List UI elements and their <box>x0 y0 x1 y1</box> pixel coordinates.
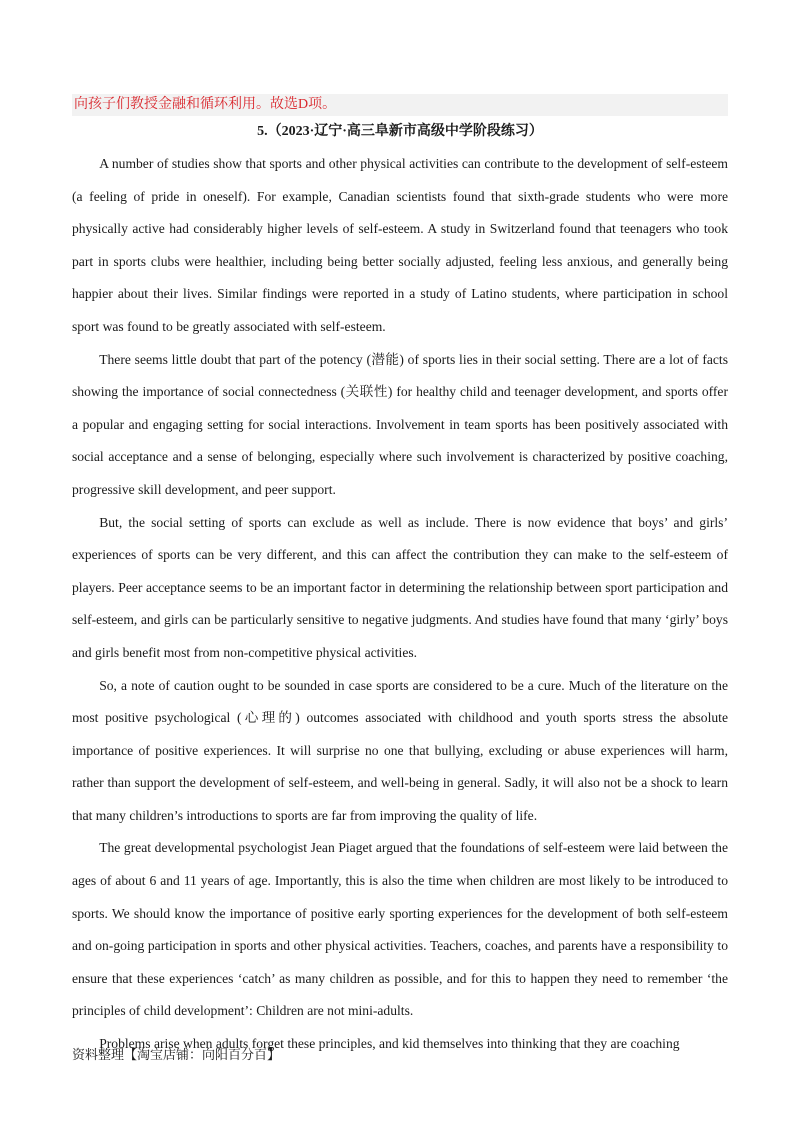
paragraph-2: There seems little doubt that part of the potency (潜能) of sports lies in their social setting. There are a lot of facts showing the importance of social connectedness (关联性) for healthy child and teenager development, and sports offer a popular and engaging setting for social interactions. Involvement in team sports has been positively associated with social acceptance and a sense of belonging, especially where such involvement is characterized by positive coaching, progressive skill development, and peer support. <box>72 351 728 497</box>
paragraph-3: But, the social setting of sports can exclude as well as include. There is now evidence that boys’ and girls’ experiences of sports can be very different, and this can affect the contribution they can make to the self-esteem of players. Peer acceptance seems to be an important factor in determining the relationship between sport participation and self-esteem, and girls can be particularly sensitive to negative judgments. And studies have found that many ‘girly’ boys and girls benefit most from non-competitive physical activities. <box>72 514 728 660</box>
document-page <box>72 94 728 1061</box>
answer-explanation-line: 向孩子们教授金融和循环利用。故选D项。 <box>72 94 728 116</box>
paragraph-5: The great developmental psychologist Jean Piaget argued that the foundations of self-esteem were laid between the ages of about 6 and 11 years of age. Importantly, this is also the time when children are most likely to be introduced to sports. We should know the importance of positive early sporting experiences for the development of both self-esteem and on-going participation in sports and other physical activities. Teachers, coaches, and parents have a responsibility to ensure that these experiences ‘catch’ as many children as possible, and for this to happen they need to remember ‘the principles of child development’: Children are not mini-adults. <box>72 840 728 1019</box>
paragraph-6: Problems arise when adults forget these principles, and kid themselves into thinking that they are coaching <box>99 1036 680 1052</box>
page-footer: 资料整理【淘宝店铺：向阳百分百】 <box>72 1048 281 1063</box>
paragraph-4: So, a note of caution ought to be sounded in case sports are considered to be a cure. Much of the literature on the most positive psychological (心理的) outcomes associated with childhood and youth sports stress the absolute importance of positive experiences. It will surprise no one that bullying, excluding or abuse experiences will harm, rather than support the development of self-esteem, and well-being in general. Sadly, it will also not be a shock to learn that many children’s introductions to sports are far from improving the quality of life. <box>72 677 728 823</box>
paragraph-1: A number of studies show that sports and other physical activities can contribute to the development of self-esteem (a feeling of pride in oneself). For example, Canadian scientists found that sixth-grade students who were more physically active had considerably higher levels of self-esteem. A study in Switzerland found that teenagers who took part in sports clubs were healthier, including being better socially adjusted, feeling less anxious, and generally being happier about their lives. Similar findings were reported in a study of Latino students, where participation in school sport was found to be greatly associated with self-esteem. <box>72 156 728 334</box>
question-heading: 5.（2023·辽宁·高三阜新市高级中学阶段练习） <box>257 124 543 139</box>
